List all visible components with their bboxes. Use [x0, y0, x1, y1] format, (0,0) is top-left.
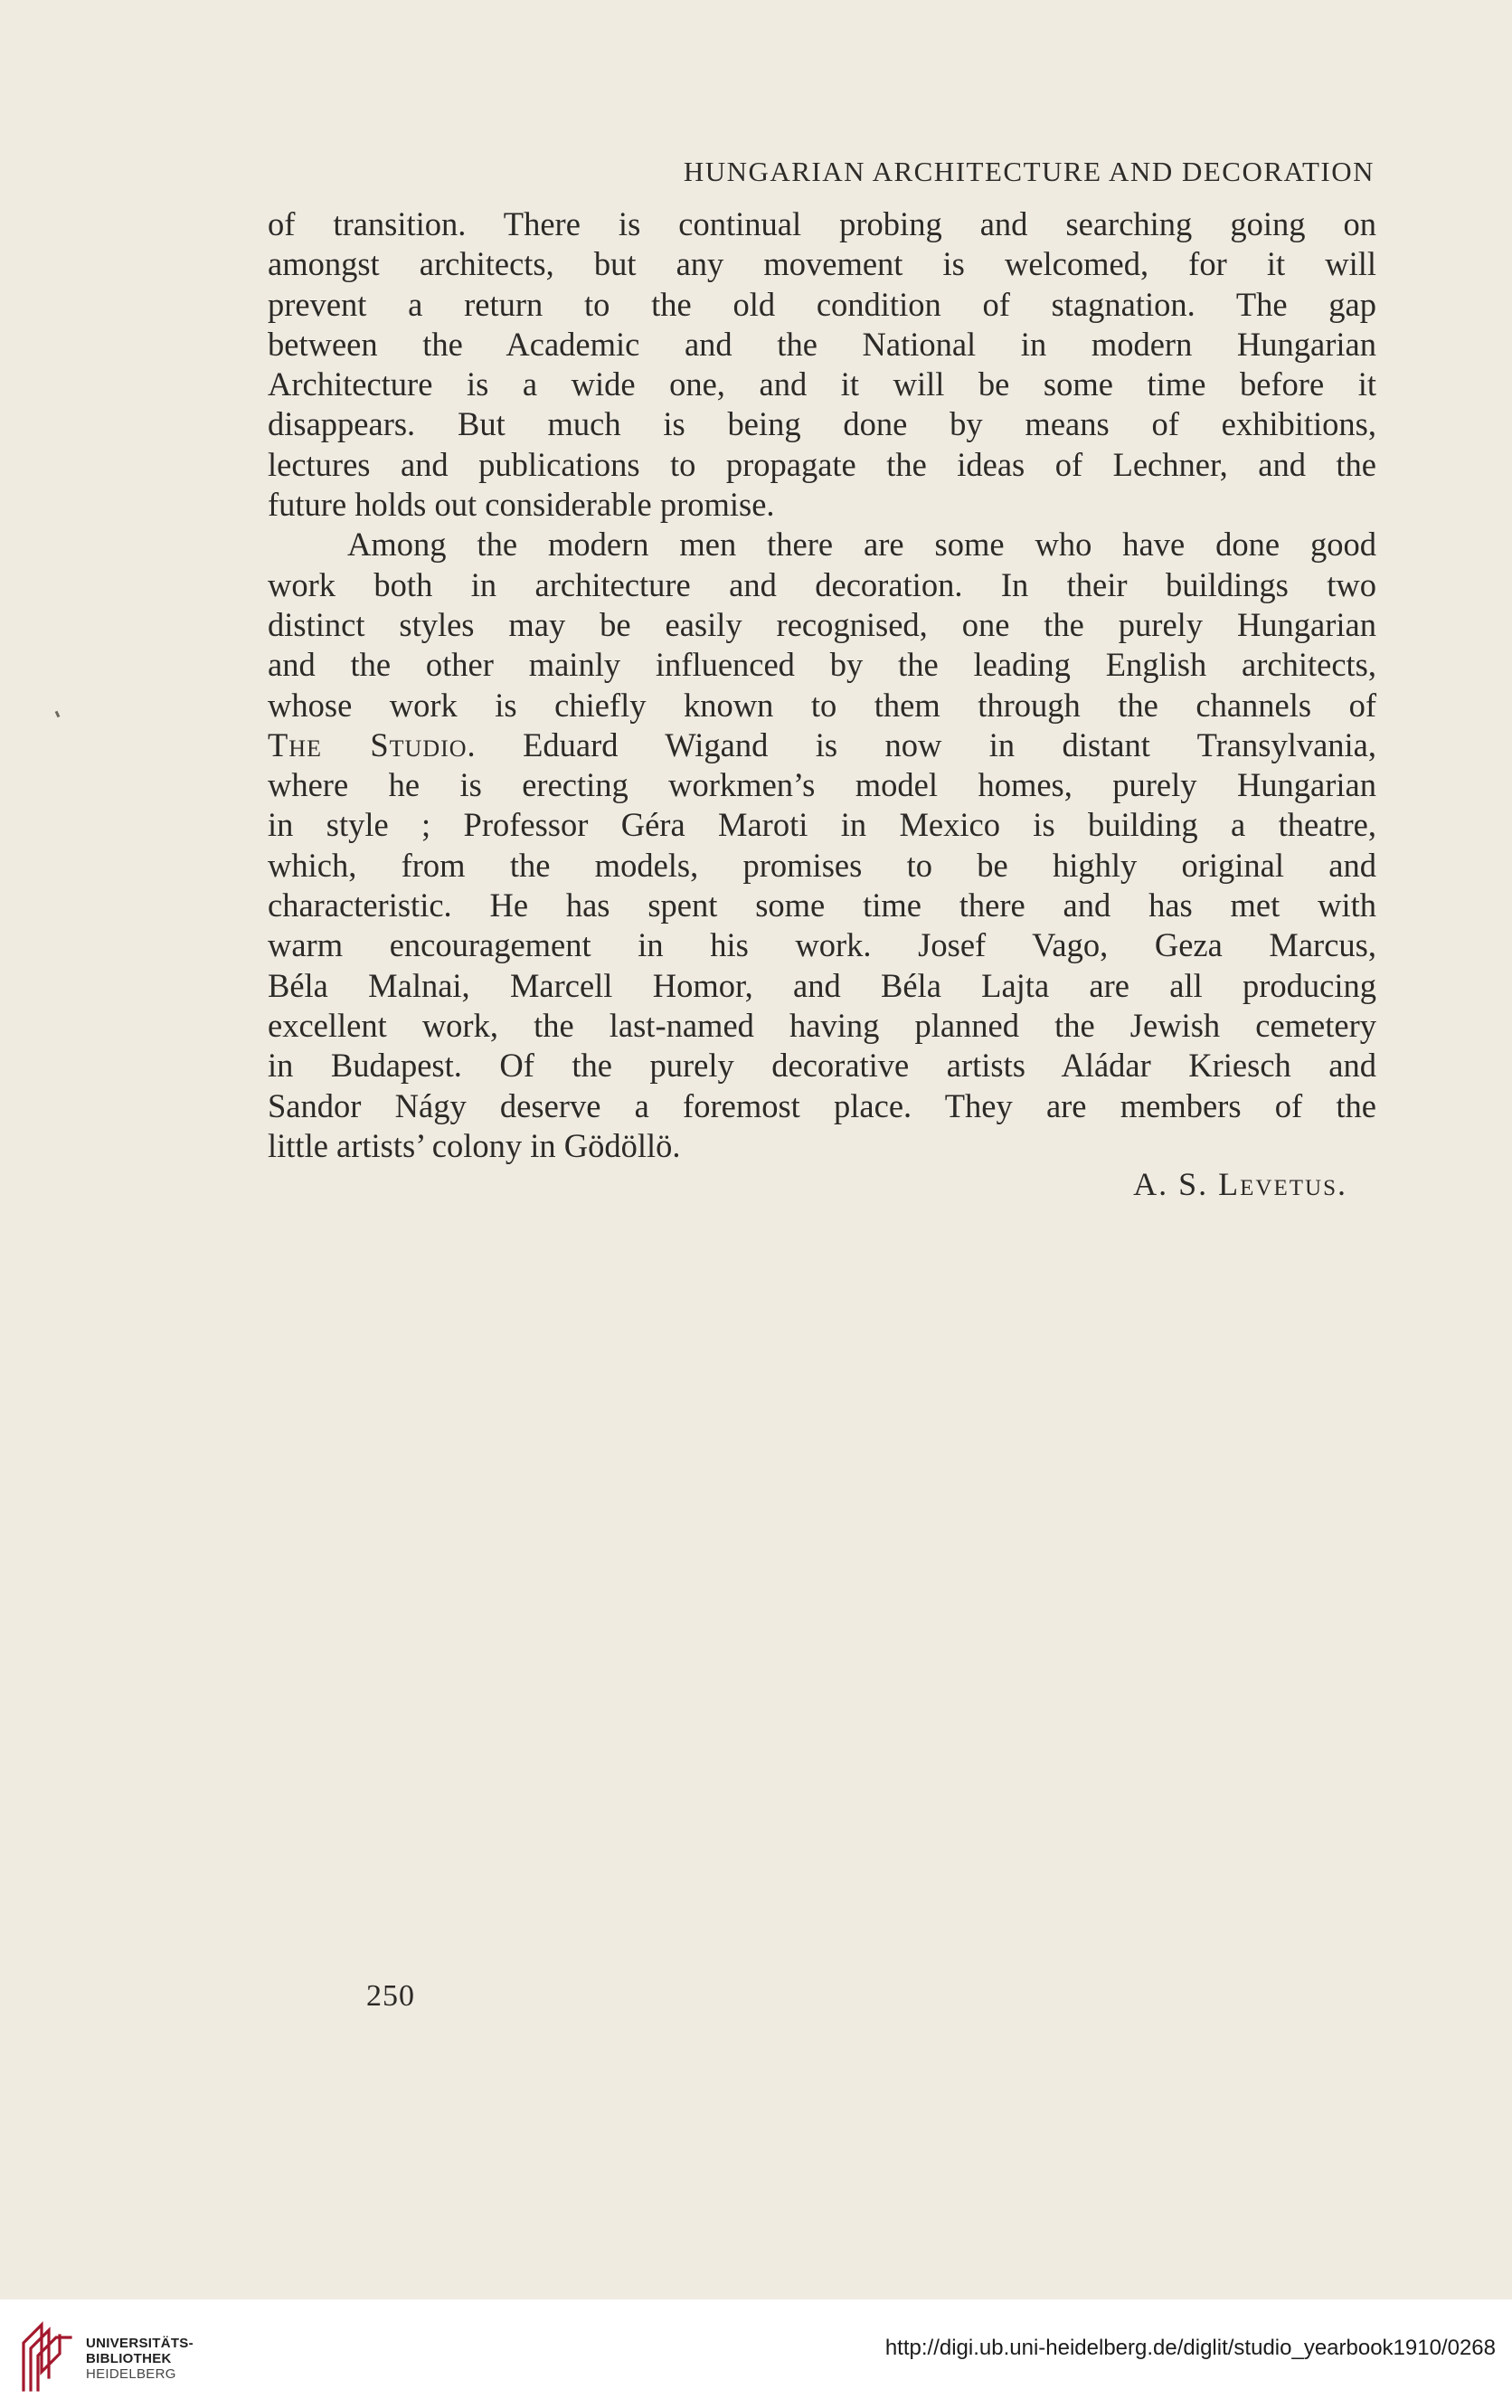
text-line: which, from the models, promises to be highly original and: [268, 846, 1376, 884]
text-line: Sandor Nágy deserve a foremost place. They are members of the: [268, 1086, 1376, 1124]
article-body: [268, 204, 1376, 1166]
text-line: Béla Malnai, Marcell Homor, and Béla Lajta are all producing: [268, 966, 1376, 1004]
text-line: whose work is chiefly known to them through the channels of: [268, 686, 1376, 724]
text-line: Among the modern men there are some who have done good: [347, 526, 1376, 564]
text-line: where he is erecting workmen’s model homes, purely Hungarian: [268, 766, 1376, 804]
text-line: amongst architects, but any movement is welcomed, for it will: [268, 245, 1376, 283]
source-url-link[interactable]: http://digi.ub.uni-heidelberg.de/diglit/studio_yearbook1910/0268: [884, 2336, 1496, 2360]
page-number: 250: [366, 1979, 415, 2013]
text-line: excellent work, the last-named having planned the Jewish cemetery: [268, 1006, 1376, 1044]
author-signature: A. S. Levetus.: [1133, 1166, 1347, 1202]
text-line: future holds out considerable promise.: [268, 486, 775, 524]
text-line: in Budapest. Of the purely decorative artists Aládar Kriesch and: [268, 1047, 1376, 1085]
viewer-footer: [0, 2299, 1512, 2408]
text-line: Architecture is a wide one, and it will be some time before it: [268, 365, 1376, 403]
running-head: HUNGARIAN ARCHITECTURE AND DECORATION: [683, 156, 1375, 187]
text-line: warm encouragement in his work. Josef Vago, Geza Marcus,: [268, 926, 1376, 964]
text-line-rest: . Eduard Wigand is now in distant Transylvania,: [467, 725, 1377, 763]
institution-line: HEIDELBERG: [86, 2366, 176, 2382]
text-line: and the other mainly influenced by the leading English architects,: [268, 646, 1376, 684]
text-line: little artists’ colony in Gödöllö.: [268, 1126, 681, 1164]
text-line: in style ; Professor Géra Maroti in Mexico is building a theatre,: [268, 806, 1376, 844]
text-line: lectures and publications to propagate the ideas of Lechner, and the: [268, 445, 1376, 483]
text-line: of transition. There is continual probing and searching going on: [268, 205, 1376, 242]
institution-line: UNIVERSITÄTS-: [86, 2336, 194, 2351]
text-line: prevent a return to the old condition of stagnation. The gap: [268, 285, 1376, 323]
text-line: disappears. But much is being done by means of exhibitions,: [268, 405, 1376, 443]
text-line: distinct styles may be easily recognised, one the purely Hungarian: [268, 605, 1376, 643]
text-line: characteristic. He has spent some time there and has met with: [268, 886, 1376, 924]
institution-line: BIBLIOTHEK: [86, 2351, 172, 2366]
magazine-title: The Studio: [268, 725, 468, 763]
institution-name: [86, 2336, 194, 2382]
text-line: between the Academic and the National in modern Hungarian: [268, 325, 1376, 363]
stray-ink-mark: [55, 711, 61, 718]
text-line: work both in architecture and decoration. In their buildings two: [268, 565, 1376, 603]
university-library-logo-icon: [18, 2316, 76, 2392]
text-line-studio: [268, 725, 1376, 765]
